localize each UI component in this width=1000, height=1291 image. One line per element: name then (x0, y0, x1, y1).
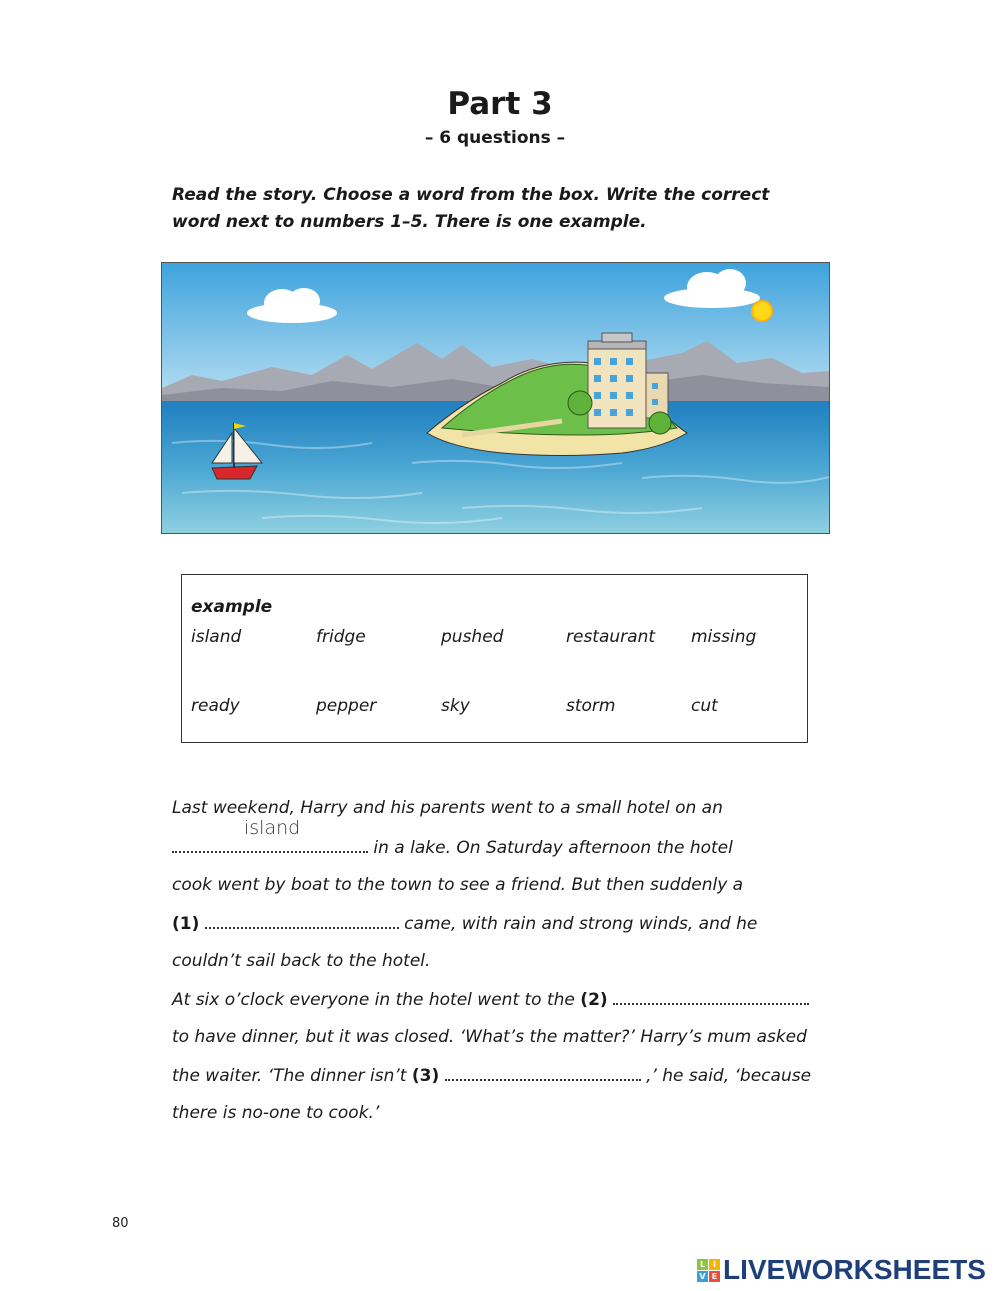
page-title: Part 3 (447, 86, 553, 122)
word-option[interactable]: island (191, 627, 242, 647)
word-option[interactable]: sky (441, 696, 470, 716)
story-text: in a lake. On Saturday afternoon the hotel (368, 838, 733, 858)
story-line (172, 817, 733, 858)
story-line (172, 989, 809, 1010)
story-text: to have dinner, but it was closed. ‘What’s the matter?’ Harry’s mum asked (172, 1027, 807, 1047)
story-line (172, 913, 757, 934)
word-option[interactable]: missing (691, 627, 757, 647)
example-answer: island (244, 817, 301, 839)
logo-tile: I (709, 1259, 720, 1270)
word-option[interactable]: cut (691, 696, 718, 716)
page-subtitle: – 6 questions – (424, 128, 566, 148)
logo-tile: V (697, 1271, 708, 1282)
instructions (172, 182, 812, 236)
story-line (172, 798, 723, 818)
instructions-line-2: word next to numbers 1–5. There is one example. (172, 212, 647, 232)
word-option[interactable]: restaurant (566, 627, 656, 647)
story-text: came, with rain and strong winds, and he (398, 914, 758, 934)
answer-blank-2[interactable] (613, 989, 809, 1005)
story-line (172, 1103, 379, 1123)
answer-blank-3[interactable] (445, 1065, 641, 1081)
question-1-number: (1) (172, 914, 200, 934)
story-text: ,’ he said, ‘because (640, 1066, 812, 1086)
story-line (172, 875, 743, 895)
liveworksheets-logo[interactable] (697, 1254, 986, 1286)
story-text: cook went by boat to the town to see a friend. But then suddenly a (172, 875, 744, 895)
story-illustration (161, 262, 830, 534)
island-hotel-illustration (162, 263, 829, 533)
story-line (172, 1065, 811, 1086)
logo-text: LIVEWORKSHEETS (723, 1254, 986, 1285)
logo-tiles-icon (697, 1259, 720, 1282)
story-line (172, 1027, 807, 1047)
word-box-example-label: example (191, 597, 273, 617)
example-answer-blank (172, 817, 368, 853)
word-option[interactable]: ready (191, 696, 240, 716)
story-text: there is no-one to cook.’ (172, 1103, 380, 1123)
word-box (181, 574, 808, 743)
word-option[interactable]: pushed (441, 627, 504, 647)
story-text: At six o’clock everyone in the hotel went to the (172, 990, 581, 1010)
word-option[interactable]: pepper (316, 696, 377, 716)
question-3-number: (3) (411, 1066, 440, 1086)
word-option[interactable]: fridge (316, 627, 366, 647)
question-2-number: (2) (580, 990, 608, 1010)
page-number: 80 (112, 1216, 129, 1231)
story-text: Last weekend, Harry and his parents went to a small hotel on an (172, 798, 723, 818)
logo-tile: E (709, 1271, 720, 1282)
logo-tile: L (697, 1259, 708, 1270)
story-text: the waiter. ‘The dinner isn’t (172, 1066, 412, 1086)
instructions-line-1: Read the story. Choose a word from the box. Write the correct (172, 185, 770, 205)
story-line (172, 951, 430, 971)
answer-blank-1[interactable] (205, 913, 399, 929)
word-option[interactable]: storm (566, 696, 616, 716)
story-text: couldn’t sail back to the hotel. (172, 951, 431, 971)
